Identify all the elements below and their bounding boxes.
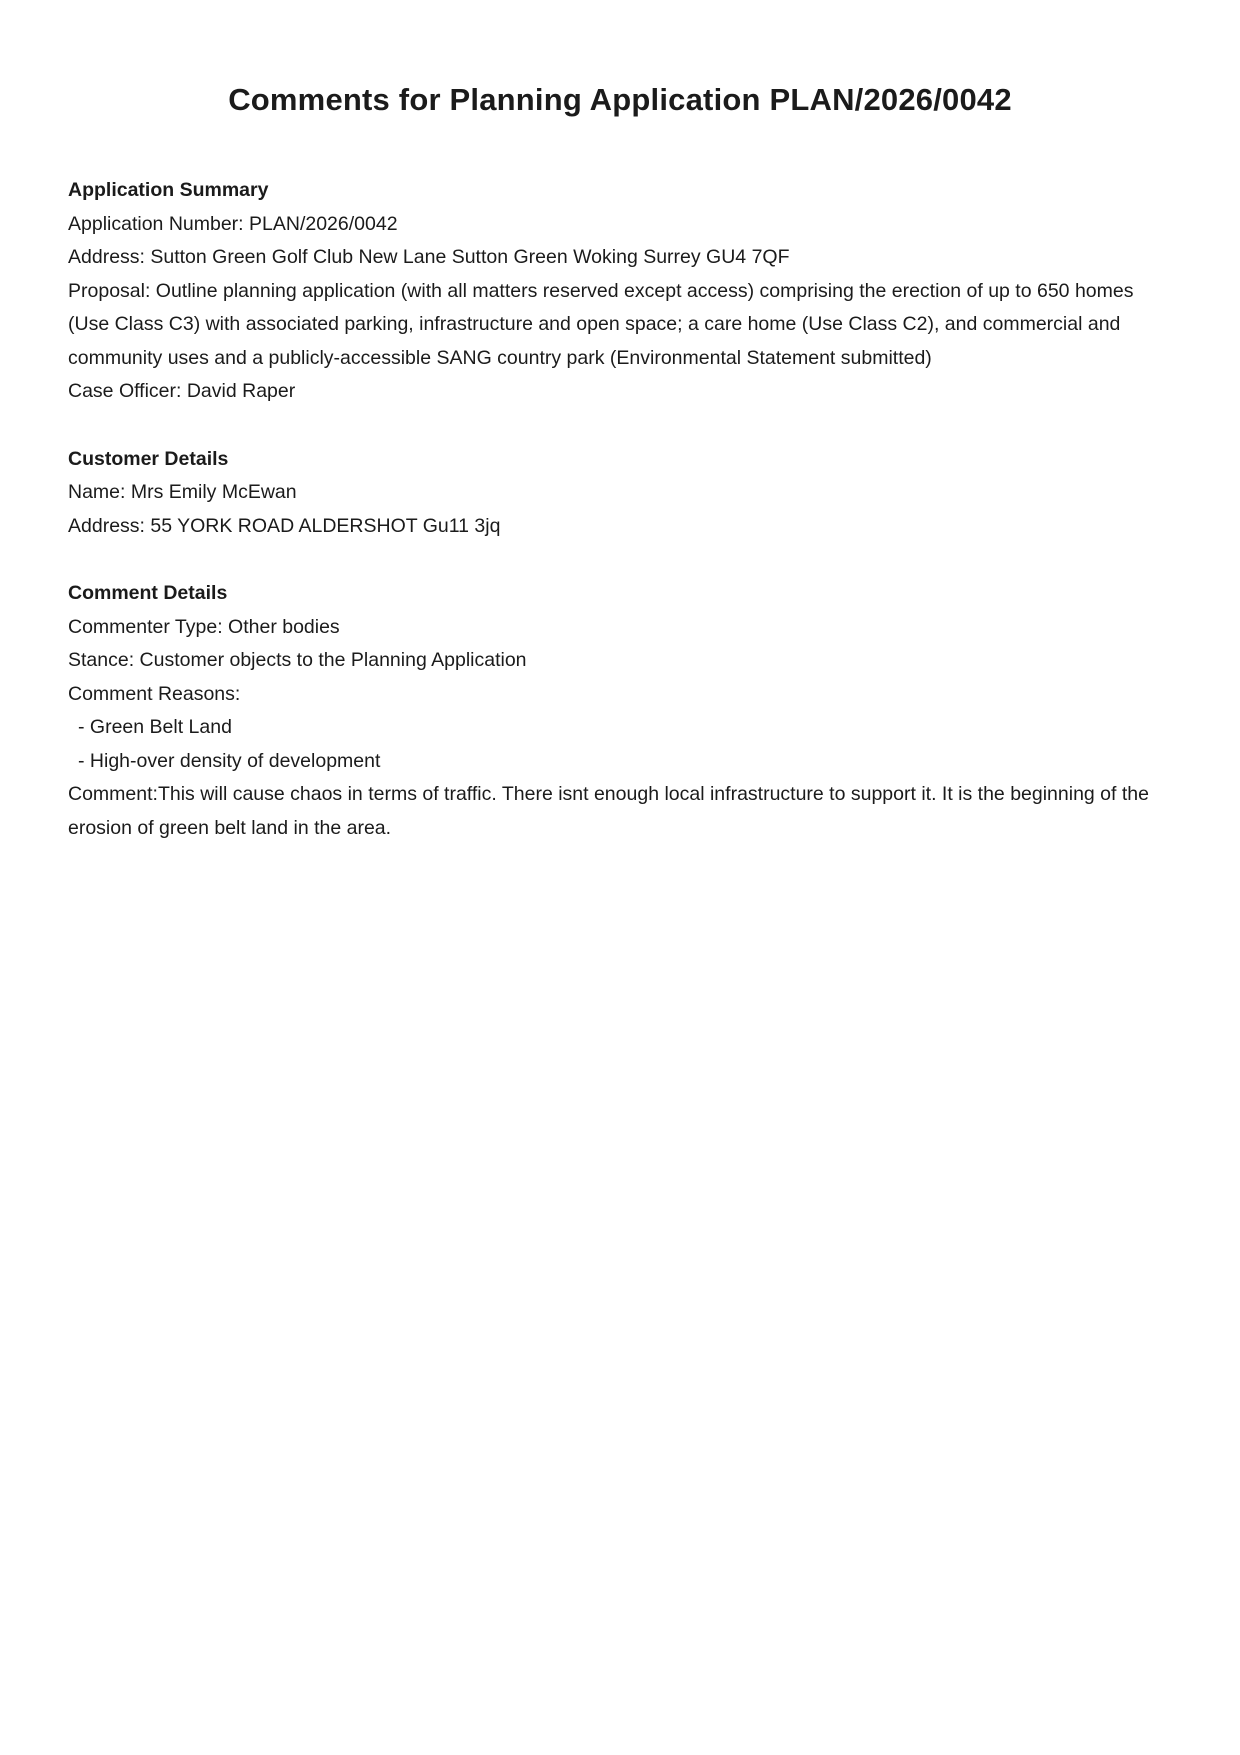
page-title: Comments for Planning Application PLAN/2026/0042 [228,82,1012,117]
comment-text-paragraph: Comment:This will cause chaos in terms of traffic. There isnt enough local infrastructure to support it. It is the beginning of the erosion of green belt land in the area. [68,783,1149,839]
stance-line: Stance: Customer objects to the Planning Application [68,649,527,671]
application-address-line: Address: Sutton Green Golf Club New Lane Sutton Green Woking Surrey GU4 7QF [68,246,790,268]
commenter-type-line: Commenter Type: Other bodies [68,615,340,638]
case-officer-line: Case Officer: David Raper [68,380,296,402]
customer-address-line: Address: 55 YORK ROAD ALDERSHOT Gu11 3jq [68,514,501,537]
customer-name-line: Name: Mrs Emily McEwan [68,481,297,503]
comment-reason-item: - High-over density of development [78,749,381,772]
comment-reasons-label: Comment Reasons: [68,682,241,705]
application-number-line: Application Number: PLAN/2026/0042 [68,212,398,235]
comment-details-heading: Comment Details [68,582,228,604]
comment-reason-item: - Green Belt Land [78,716,232,738]
section-comment-details [68,577,1172,845]
section-customer-details [68,443,1172,544]
section-application-summary [68,174,1172,409]
application-summary-heading: Application Summary [68,179,269,201]
customer-details-heading: Customer Details [68,447,229,470]
proposal-paragraph: Proposal: Outline planning application (with all matters reserved except access) comprising the erection of up to 650 homes (Use Class C3) with associated parking, infrastructure and open space; a care home (Use Class C2), and commercial and community uses and a publicly-accessible SANG country park (Environmental Statement submitted) [68,279,1134,369]
